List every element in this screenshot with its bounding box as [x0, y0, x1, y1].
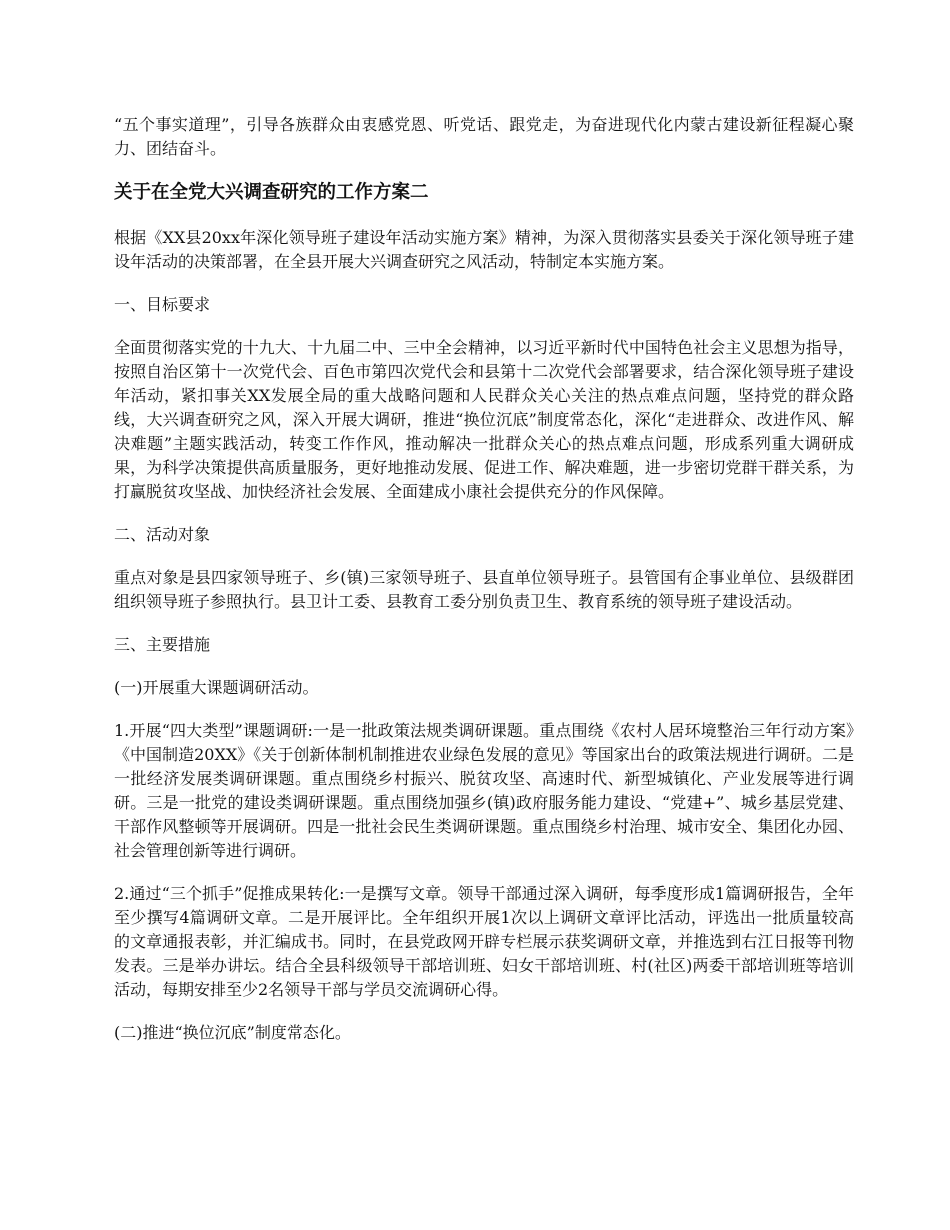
preamble-paragraph: 根据《XX县20xx年深化领导班子建设年活动实施方案》精神，为深入贯彻落实县委关于深化领导班子建设年活动的决策部署，在全县开展大兴调查研究之风活动，特制定本实施方案。: [114, 228, 854, 271]
subsection-1-title: (一)开展重大课题调研活动。: [114, 678, 319, 697]
section-2-body: 重点对象是县四家领导班子、乡(镇)三家领导班子、县直单位领导班子。县管国有企事业单位、县级群团组织领导班子参照执行。县卫计工委、县教育工委分别负责卫生、教育系统的领导班子建设活动。: [114, 568, 854, 611]
item-1-paragraph: 1.开展“四大类型”课题调研:一是一批政策法规类调研课题。重点围绕《农村人居环境整治三年行动方案》《中国制造20XX》《关于创新体制机制推进农业绿色发展的意见》等国家出台的政策法规进行调研。二是一批经济发展类调研课题。重点围绕乡村振兴、脱贫攻坚、高速时代、新型城镇化、产业发展等进行调研。三是一批党的建设类调研课题。重点围绕加强乡(镇)政府服务能力建设、“党建+”、城乡基层党建、干部作风整顿等开展调研。四是一批社会民生类调研课题。重点围绕乡村治理、城市安全、集团化办园、社会管理创新等进行调研。: [114, 721, 854, 860]
item-2-paragraph: 2.通过“三个抓手”促推成果转化:一是撰写文章。领导干部通过深入调研，每季度形成1篇调研报告，全年至少撰写4篇调研文章。二是开展评比。全年组织开展1次以上调研文章评比活动，评选出一批质量较高的文章通报表彰，并汇编成书。同时，在县党政网开辟专栏展示获奖调研文章，并推选到右江日报等刊物发表。三是举办讲坛。结合全县科级领导干部培训班、妇女干部培训班、村(社区)两委干部培训班等培训活动，每期安排至少2名领导干部与学员交流调研心得。: [114, 884, 854, 999]
intro-tail-paragraph: “五个事实道理”，引导各族群众由衷感党恩、听党话、跟党走，为奋进现代化内蒙古建设新征程凝心聚力、团结奋斗。: [114, 115, 854, 158]
document-title: 关于在全党大兴调查研究的工作方案二: [114, 182, 429, 203]
subsection-2-title: (二)推进“换位沉底”制度常态化。: [114, 1023, 351, 1042]
section-2-title: 二、活动对象: [114, 525, 211, 544]
section-3-title: 三、主要措施: [114, 635, 211, 654]
section-1-title: 一、目标要求: [114, 295, 211, 314]
section-1-body: 全面贯彻落实党的十九大、十九届二中、三中全会精神，以习近平新时代中国特色社会主义思想为指导，按照自治区第十一次党代会、百色市第四次党代会和县第十二次党代会部署要求，结合深化领导班子建设年活动，紧扣事关XX发展全局的重大战略问题和人民群众关心关注的热点难点问题，坚持党的群众路线，大兴调查研究之风，深入开展大调研，推进“换位沉底”制度常态化，深化“走进群众、改进作风、解决难题”主题实践活动，转变工作作风，推动解决一批群众关心的热点难点问题，形成系列重大调研成果，为科学决策提供高质量服务，更好地推动发展、促进工作、解决难题，进一步密切党群干群关系，为打赢脱贫攻坚战、加快经济社会发展、全面建成小康社会提供充分的作风保障。: [114, 338, 854, 501]
document-page: [114, 113, 854, 1064]
